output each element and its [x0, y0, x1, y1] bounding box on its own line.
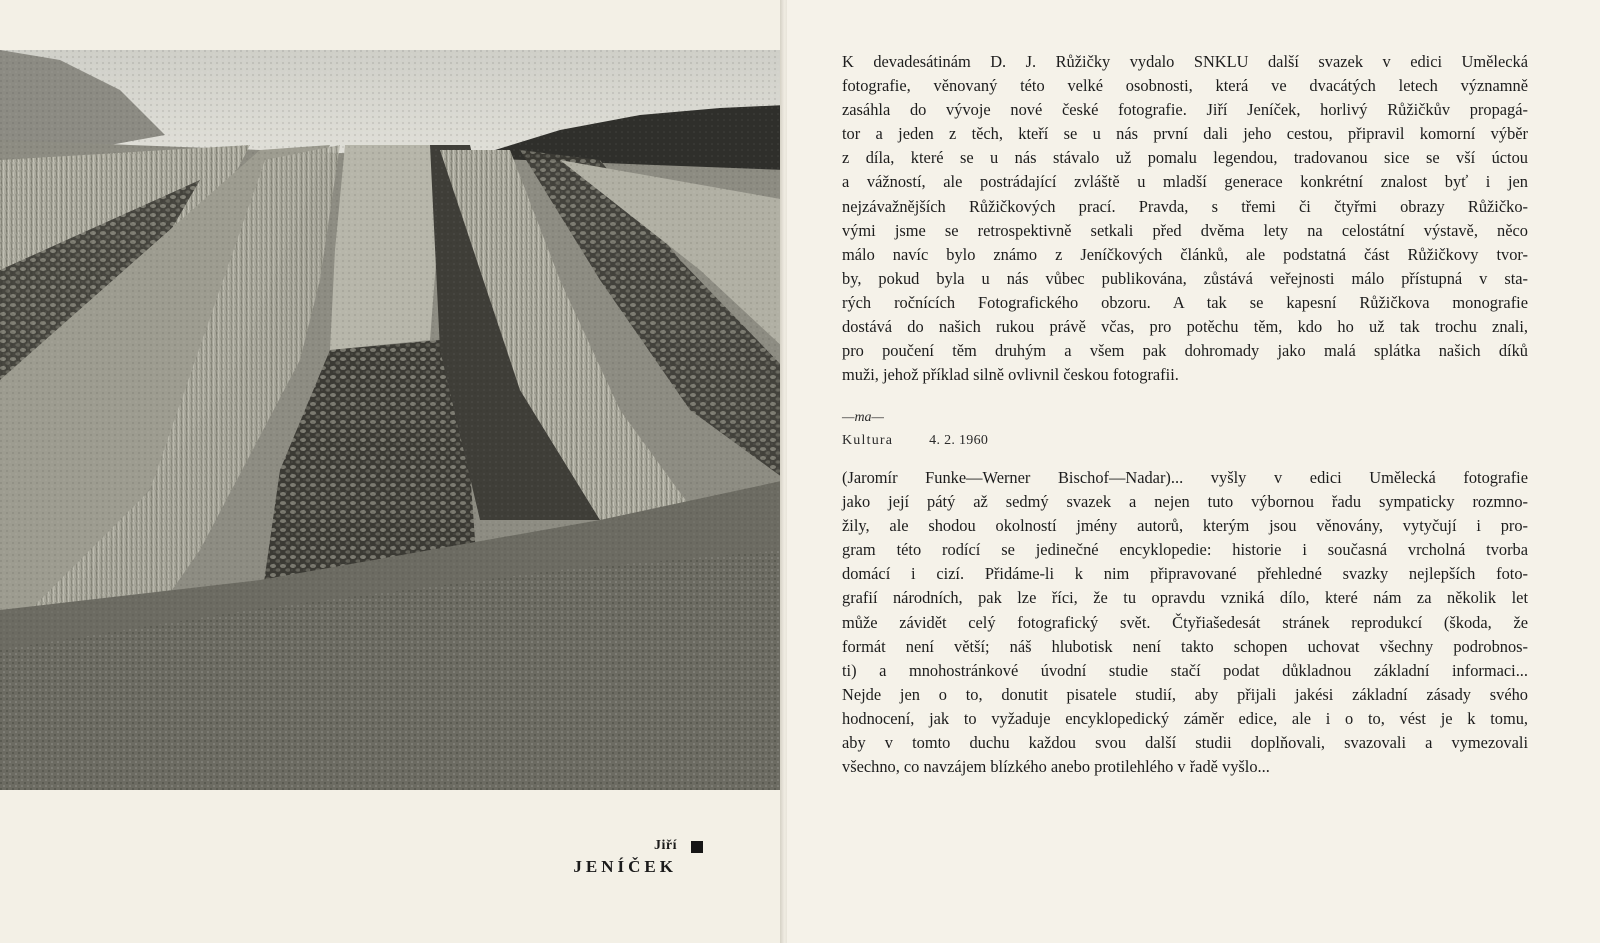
text-line: ti) a mnohostránkové úvodní studie stačí podat důkladnou základní informaci...	[842, 660, 1528, 680]
text-line: nejzávažnějších Růžičkových prací. Pravda, s třemi či čtyřmi obrazy Růžičko-	[842, 196, 1528, 216]
text-line: K devadesátinám D. J. Růžičky vydalo SNKLU další svazek v edici Umělecká	[842, 52, 1528, 71]
text-line: rých ročnících Fotografického obzoru. A tak se kapesní Růžičkova monografie	[842, 292, 1528, 312]
source-publication: Kultura	[842, 433, 894, 448]
author-first-name: Jiří	[654, 838, 677, 853]
text-line: aby v tomto duchu každou svou další studii doplňovali, svazovali a vymezovali	[842, 733, 1528, 753]
text-line: jako její pátý až sedmý svazek a nejen tuto výbornou řadu sympaticky rozmno-	[842, 492, 1528, 512]
text-line: pro poučení těm druhým a všem pak dohromady jako malá splátka našich díků	[842, 341, 1528, 361]
review-source	[842, 433, 988, 449]
text-line: dostává do našich rukou právě včas, pro potěchu těm, kdo ho už tak trochu znali,	[842, 317, 1528, 337]
text-line: by, pokud byla u nás vůbec publikována, zůstává veřejnosti málo přístupná v sta-	[842, 268, 1528, 288]
review-signature: —ma—	[842, 410, 885, 425]
text-line: málo navíc bylo známo z Jeníčkových článků, ale podstatná část Růžičkovy tvor-	[842, 244, 1528, 264]
photographer-credit	[573, 838, 677, 877]
text-line: muži, jehož příklad silně ovlivnil českou fotografii.	[842, 365, 1179, 385]
text-line: vými jsme se retrospektivně setkali před dvěma lety na celostátní výstavě, něco	[842, 220, 1528, 240]
text-line: zasáhla do vývoje nové české fotografie. Jiří Jeníček, horlivý Růžičkův propagá-	[842, 100, 1528, 120]
text-line: gram této rodící se jedinečné encyklopedie: historie i současná vrcholná tvorba	[842, 540, 1528, 560]
review-paragraph-1	[842, 50, 1528, 387]
text-line: z díla, které se u nás stávalo už pomalu legendou, tradovanou sice se vší úctou	[842, 148, 1528, 168]
review-paragraph-2	[842, 466, 1528, 779]
text-line: grafií národních, pak lze říci, že tu opravdu vzniká dílo, které nám za několik let	[842, 588, 1528, 608]
text-line: všechno, co navzájem blízkého anebo protilehlého v řadě vyšlo...	[842, 757, 1270, 777]
text-line: fotografie, věnovaný této velké osobnosti, která ve dvacátých letech významně	[842, 76, 1528, 96]
text-line: domácí i cizí. Přidáme-li k nim připravované přehledné svazky nejlepších foto-	[842, 564, 1528, 584]
text-line: a vážností, ale postrádající zvláště u mladší generace konkrétní znalost byť i jen	[842, 172, 1528, 192]
text-line: formát není větší; náš hlubotisk není takto schopen uchovat všechny podrobnos-	[842, 636, 1528, 656]
text-line: žily, ale shodou okolností jmény autorů, kterým jsou věnovány, vytyčují i pro-	[842, 516, 1528, 536]
text-line: tor a jeden z těch, kteří se u nás první dali jeho cestou, připravil komorní výběr	[842, 124, 1528, 144]
landscape-photograph	[0, 50, 786, 790]
text-line: Nejde jen o to, donutit pisatele studií, aby přijali jakési základní zásady svého	[842, 684, 1528, 704]
text-line: hodnocení, jak to vyžaduje encyklopedický záměr edice, ale i o to, vést je k tomu,	[842, 708, 1528, 728]
source-date: 4. 2. 1960	[929, 433, 989, 448]
square-bullet-icon	[691, 841, 703, 853]
author-last-name: JENÍČEK	[573, 857, 677, 876]
field-strips-image	[0, 50, 786, 790]
text-line: (Jaromír Funke—Werner Bischof—Nadar)... vyšly v edici Umělecká fotografie	[842, 468, 1528, 487]
left-page	[0, 0, 783, 943]
text-line: může závidět celý fotografický svět. Čtyřiašedesát stránek reprodukcí (škoda, že	[842, 612, 1528, 632]
